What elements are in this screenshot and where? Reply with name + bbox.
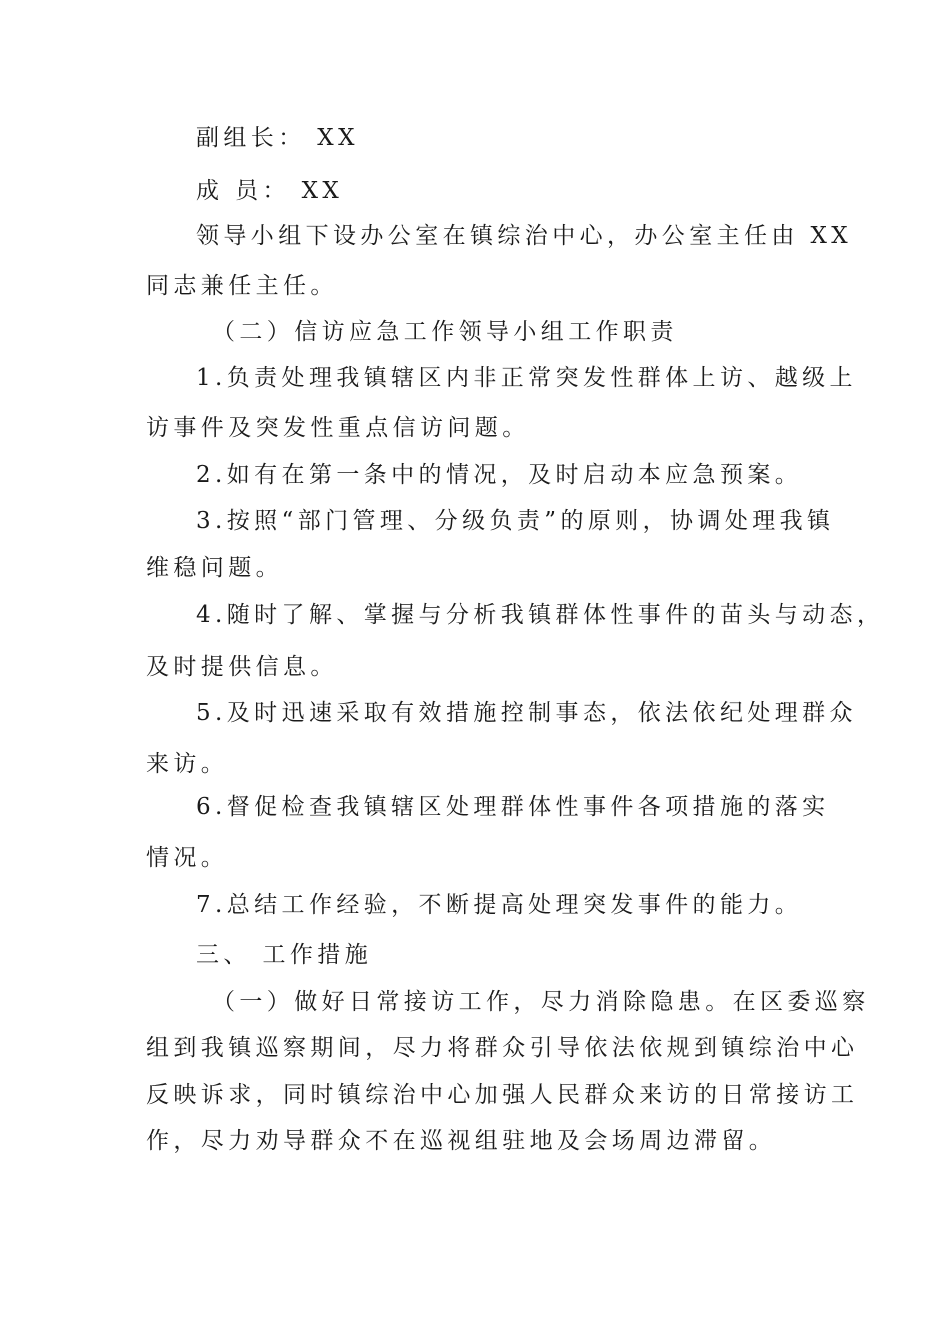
list-item-continuation: 来访。 (146, 751, 229, 777)
list-item-continuation: 访事件及突发性重点信访问题。 (146, 415, 530, 441)
deputy-leader-line: 副组长： XX (196, 125, 359, 151)
members-line: 成 员： XX (196, 178, 344, 204)
paragraph-line: 组到我镇巡察期间，尽力将群众引导依法依规到镇综治中心 (146, 1035, 859, 1061)
paragraph-line: 同志兼任主任。 (146, 273, 338, 299)
list-item: 4.随时了解、掌握与分析我镇群体性事件的苗头与动态， (196, 602, 885, 628)
paragraph-line: 反映诉求，同时镇综治中心加强人民群众来访的日常接访工 (146, 1082, 859, 1108)
list-item: 3.按照“部门管理、分级负责”的原则，协调处理我镇 (196, 508, 835, 534)
list-item: 5.及时迅速采取有效措施控制事态，依法依纪处理群众 (196, 700, 857, 726)
paragraph-line: （一）做好日常接访工作，尽力消除隐患。在区委巡察 (212, 989, 870, 1015)
list-item-continuation: 及时提供信息。 (146, 654, 338, 680)
list-item: 2.如有在第一条中的情况，及时启动本应急预案。 (196, 462, 803, 488)
list-item: 7.总结工作经验，不断提高处理突发事件的能力。 (196, 892, 803, 918)
paragraph-line: 作，尽力劝导群众不在巡视组驻地及会场周边滞留。 (146, 1128, 777, 1154)
list-item-continuation: 维稳问题。 (146, 555, 283, 581)
paragraph-line: 领导小组下设办公室在镇综治中心，办公室主任由 XX (196, 223, 853, 249)
list-item-continuation: 情况。 (146, 845, 229, 871)
list-item: 6.督促检查我镇辖区处理群体性事件各项措施的落实 (196, 794, 830, 820)
list-item: 1.负责处理我镇辖区内非正常突发性群体上访、越级上 (196, 365, 857, 391)
section-heading: 三、 工作措施 (196, 942, 373, 968)
section-heading: （二）信访应急工作领导小组工作职责 (212, 319, 678, 345)
